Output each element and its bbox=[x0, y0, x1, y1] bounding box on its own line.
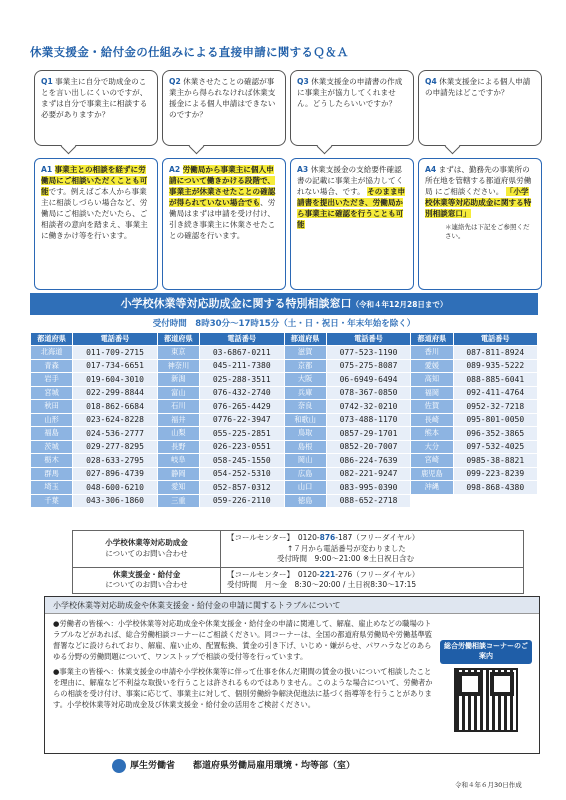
prefecture-name: 愛媛 bbox=[411, 359, 453, 373]
prefecture-name: 徳島 bbox=[284, 494, 326, 508]
prefecture-name: 福岡 bbox=[411, 386, 453, 400]
phone-number[interactable]: 0985-38-8821 bbox=[453, 454, 538, 468]
phone-number[interactable]: 078-367-0850 bbox=[326, 386, 411, 400]
prefecture-name: 高知 bbox=[411, 373, 453, 387]
trouble-employers-paragraph: ●事業主の皆様へ：休業支援金の申請や小学校休業等に伴って仕事を休んだ期間の賃金の扱いについて相談したことを理由に、解雇など不利益な取扱いを行うことは許されるものではありません。このような場合について、労働者からの相談を受け付け、事案に応じて、事業主に対して、個別労働紛争解決促進法に基づく指導等を行うことがあります。小学校休業等対応助成金及び休業支援金・給付金の活用をご検討ください。 bbox=[53, 666, 433, 709]
table-row bbox=[31, 373, 538, 387]
phone-number[interactable]: 018-862-6684 bbox=[73, 400, 158, 414]
phone-number[interactable]: 048-600-6210 bbox=[73, 481, 158, 495]
phone-number[interactable]: 088-885-6041 bbox=[453, 373, 538, 387]
note: ＊連絡先は下記をご参照ください。 bbox=[445, 223, 530, 241]
table-row bbox=[31, 467, 538, 481]
phone-number[interactable]: 087-811-8924 bbox=[453, 346, 538, 360]
phone-number[interactable]: 092-411-4764 bbox=[453, 386, 538, 400]
bureau-name: 都道府県労働局雇用環境・均等部（室） bbox=[193, 761, 356, 771]
phone-number[interactable]: 029-277-8295 bbox=[73, 440, 158, 454]
question-box: Q3 休業支援金の申請書の作成に事業主が協力してくれません。どうしたらいいですか？ bbox=[290, 70, 414, 146]
header-prefecture: 都道府県 bbox=[31, 333, 73, 346]
phone-number[interactable]: 0952-32-7218 bbox=[453, 400, 538, 414]
qr-label: 総合労働相談コーナーのご案内 bbox=[440, 640, 532, 664]
prefecture-name: 岐阜 bbox=[157, 454, 199, 468]
prefecture-name: 秋田 bbox=[31, 400, 73, 414]
prefecture-name: 佐賀 bbox=[411, 400, 453, 414]
prefecture-name: 千葉 bbox=[31, 494, 73, 508]
prefecture-name: 宮崎 bbox=[411, 454, 453, 468]
trouble-workers-paragraph: ●労働者の皆様へ：小学校休業等対応助成金や休業支援金・給付金の申請に関連して、解雇、雇止めなどの職場のトラブルなどがあれば、総合労働相談コーナーにご相談ください。同コーナーは、全国の都道府県労働局や労働基準監督署などに設けられており、解雇、雇い止め、配置転換、賃金の引き下げ、いじめ・嫌がらせ、パワハラなどのあらゆる分野の労働問題について、ワンストップで相談の受付等を行っています。 bbox=[53, 619, 433, 661]
prefecture-name: 長野 bbox=[157, 440, 199, 454]
phone-number[interactable]: 077-523-1190 bbox=[326, 346, 411, 360]
phone-number[interactable]: 096-352-3865 bbox=[453, 427, 538, 441]
phone-number[interactable]: 097-532-4025 bbox=[453, 440, 538, 454]
prefecture-name: 茨城 bbox=[31, 440, 73, 454]
phone-number[interactable]: 099-223-8239 bbox=[453, 467, 538, 481]
page-title: 休業支援金・給付金の仕組みによる直接申請に関するＱ＆Ａ bbox=[30, 45, 349, 59]
contact-row bbox=[73, 531, 524, 568]
phone-number[interactable]: 045-211-7380 bbox=[200, 359, 285, 373]
question-box: Q4 休業支援金による個人申請の申請先はどこですか？ bbox=[418, 70, 542, 146]
prefecture-phone-table bbox=[30, 332, 538, 508]
table-row bbox=[31, 359, 538, 373]
contact-row bbox=[73, 567, 524, 593]
question-box: Q1 事業主に自分で助成金のことを言い出しにくいのですが、まずは自分で事業主に相談する必要がありますか？ bbox=[34, 70, 158, 146]
qa-column-3 bbox=[290, 70, 414, 290]
footer bbox=[112, 758, 355, 773]
prefecture-name: 東京 bbox=[157, 346, 199, 360]
prefecture-name: 神奈川 bbox=[157, 359, 199, 373]
prefecture-name: 和歌山 bbox=[284, 413, 326, 427]
qa-column-2 bbox=[162, 70, 286, 290]
phone-number[interactable]: 017-734-6651 bbox=[73, 359, 158, 373]
prefecture-name: 香川 bbox=[411, 346, 453, 360]
prefecture-name: 岩手 bbox=[31, 373, 73, 387]
answer-box: A3 休業支援金の支給要件確認書の記載に事業主が協力してくれない場合、です。 そのまま申請書を提出いただき、労働局から事業主に確認を行うことも可能 bbox=[290, 158, 414, 290]
phone-number[interactable]: 089-935-5222 bbox=[453, 359, 538, 373]
prefecture-name: 島根 bbox=[284, 440, 326, 454]
phone-number[interactable]: 0852-20-7007 bbox=[326, 440, 411, 454]
table-row bbox=[31, 400, 538, 414]
prefecture-name: 京都 bbox=[284, 359, 326, 373]
table-row bbox=[31, 440, 538, 454]
phone-number[interactable]: 03-6867-0211 bbox=[200, 346, 285, 360]
phone-number[interactable]: 011-709-2715 bbox=[73, 346, 158, 360]
prefecture-name: 広島 bbox=[284, 467, 326, 481]
phone-number[interactable]: 027-896-4739 bbox=[73, 467, 158, 481]
prefecture-name: 大阪 bbox=[284, 373, 326, 387]
prefecture-name: 石川 bbox=[157, 400, 199, 414]
phone-number[interactable]: 0742-32-0210 bbox=[326, 400, 411, 414]
prefecture-name: 北海道 bbox=[31, 346, 73, 360]
header-phone: 電話番号 bbox=[73, 333, 158, 346]
table-row bbox=[31, 346, 538, 360]
table-row bbox=[31, 413, 538, 427]
table-row bbox=[31, 386, 538, 400]
phone-number[interactable]: 086-224-7639 bbox=[326, 454, 411, 468]
answer-box: A4 まずは、勤務先の事業所の所在地を管轄する都道府県労働局 にご相談ください。 「小学校休業等対応助成金に関する特別相談窓口」 ＊連絡先は下記をご参照ください。 bbox=[418, 158, 542, 290]
prefecture-name: 大分 bbox=[411, 440, 453, 454]
header-phone: 電話番号 bbox=[200, 333, 285, 346]
phone-number[interactable]: 054-252-5310 bbox=[200, 467, 285, 481]
phone-number[interactable]: 019-604-3010 bbox=[73, 373, 158, 387]
contact-label: 小学校休業等対応助成金 についてのお問い合わせ bbox=[73, 531, 221, 568]
phone-number[interactable]: 088-652-2718 bbox=[326, 494, 411, 508]
header-prefecture: 都道府県 bbox=[157, 333, 199, 346]
phone-number[interactable]: 023-624-8228 bbox=[73, 413, 158, 427]
prefecture-name: 熊本 bbox=[411, 427, 453, 441]
creation-date: 令和４年６月30日作成 bbox=[455, 781, 522, 789]
prefecture-name: 青森 bbox=[31, 359, 73, 373]
question-box: Q2 休業させたことの確認が事業主から得られなければ休業支援金による個人申請はできないのですか？ bbox=[162, 70, 286, 146]
ministry-name: 厚生労働省 bbox=[130, 761, 176, 771]
contact-table bbox=[72, 530, 524, 594]
phone-number[interactable]: 058-245-1550 bbox=[200, 454, 285, 468]
phone-number[interactable]: 076-265-4429 bbox=[200, 400, 285, 414]
phone-number[interactable]: 076-432-2740 bbox=[200, 386, 285, 400]
phone-number[interactable]: 043-306-1860 bbox=[73, 494, 158, 508]
prefecture-name bbox=[411, 494, 453, 508]
prefecture-name: 山口 bbox=[284, 481, 326, 495]
phone-number[interactable]: 026-223-0551 bbox=[200, 440, 285, 454]
prefecture-name: 沖縄 bbox=[411, 481, 453, 495]
contact-label: 休業支援金・給付金 についてのお問い合わせ bbox=[73, 567, 221, 593]
trouble-heading: 小学校休業等対応助成金や休業支援金・給付金の申請に関するトラブルについて bbox=[45, 597, 539, 614]
phone-number[interactable]: 083-995-0390 bbox=[326, 481, 411, 495]
table-row bbox=[31, 454, 538, 468]
prefecture-name: 愛知 bbox=[157, 481, 199, 495]
header-phone: 電話番号 bbox=[453, 333, 538, 346]
prefecture-name: 福井 bbox=[157, 413, 199, 427]
qa-column-4 bbox=[418, 70, 542, 290]
phone-number[interactable]: 025-288-3511 bbox=[200, 373, 285, 387]
consultation-banner: 小学校休業等対応助成金に関する特別相談窓口（令和４年12月28日まで） bbox=[30, 293, 538, 315]
phone-number[interactable]: 095-801-0050 bbox=[453, 413, 538, 427]
prefecture-name: 滋賀 bbox=[284, 346, 326, 360]
prefecture-name: 群馬 bbox=[31, 467, 73, 481]
prefecture-name: 宮城 bbox=[31, 386, 73, 400]
phone-number[interactable]: 098-868-4380 bbox=[453, 481, 538, 495]
contact-info: 【コールセンター】 0120-876-187（フリーダイヤル） ↑７月から電話番号が変わりました 受付時間 9:00～21:00 ※土日祝日含む bbox=[221, 531, 524, 568]
phone-number[interactable]: 075-275-8087 bbox=[326, 359, 411, 373]
phone-number[interactable]: 024-536-2777 bbox=[73, 427, 158, 441]
phone-number[interactable] bbox=[453, 494, 538, 508]
prefecture-name: 奈良 bbox=[284, 400, 326, 414]
phone-number[interactable]: 082-221-9247 bbox=[326, 467, 411, 481]
table-row bbox=[31, 494, 538, 508]
prefecture-name: 福島 bbox=[31, 427, 73, 441]
header-prefecture: 都道府県 bbox=[284, 333, 326, 346]
table-row bbox=[31, 481, 538, 495]
phone-number[interactable]: 073-488-1170 bbox=[326, 413, 411, 427]
header-prefecture: 都道府県 bbox=[411, 333, 453, 346]
prefecture-name: 三重 bbox=[157, 494, 199, 508]
prefecture-name: 鹿児島 bbox=[411, 467, 453, 481]
prefecture-name: 鳥取 bbox=[284, 427, 326, 441]
prefecture-name: 富山 bbox=[157, 386, 199, 400]
prefecture-name: 静岡 bbox=[157, 467, 199, 481]
prefecture-name: 山形 bbox=[31, 413, 73, 427]
prefecture-name: 岡山 bbox=[284, 454, 326, 468]
qr-code-icon[interactable] bbox=[454, 668, 518, 732]
phone-number[interactable]: 028-633-2795 bbox=[73, 454, 158, 468]
prefecture-name: 兵庫 bbox=[284, 386, 326, 400]
contact-info: 【コールセンター】 0120-221-276（フリーダイヤル） 受付時間 月～金 8:30～20:00 / 土日祝8:30～17:15 bbox=[221, 567, 524, 593]
table-row bbox=[31, 427, 538, 441]
answer-box: A2 労働局から事業主に個人申請について働きかける段階で、事業主が休業させたことの確認が得られていない場合でも、労働局はまずは申請を受け付け、引き続き事業主に休業させたことの確認を行います。 bbox=[162, 158, 286, 290]
phone-number[interactable]: 055-225-2851 bbox=[200, 427, 285, 441]
reception-hours: 受付時間 8時30分～17時15分（土・日・祝日・年末年始を除く） bbox=[152, 319, 416, 329]
prefecture-name: 新潟 bbox=[157, 373, 199, 387]
prefecture-name: 栃木 bbox=[31, 454, 73, 468]
prefecture-name: 埼玉 bbox=[31, 481, 73, 495]
phone-number[interactable]: 0776-22-3947 bbox=[200, 413, 285, 427]
phone-number[interactable]: 022-299-8844 bbox=[73, 386, 158, 400]
qr-section bbox=[440, 640, 532, 744]
answer-box: A1 事業主との相談を経ずに労働局にご相談いただくことも可能です。例えばご本人から事業主に相談しづらい場合など、労働局にご相談いただいたら、ご相談者の意向を踏まえ、事業主に働きかけ等を行います。 bbox=[34, 158, 158, 290]
phone-number[interactable]: 06-6949-6494 bbox=[326, 373, 411, 387]
ministry-logo-icon bbox=[112, 759, 126, 773]
phone-number[interactable]: 0857-29-1701 bbox=[326, 427, 411, 441]
qa-column-1 bbox=[34, 70, 158, 290]
phone-number[interactable]: 059-226-2110 bbox=[200, 494, 285, 508]
prefecture-name: 山梨 bbox=[157, 427, 199, 441]
phone-number[interactable]: 052-857-0312 bbox=[200, 481, 285, 495]
prefecture-name: 長崎 bbox=[411, 413, 453, 427]
header-phone: 電話番号 bbox=[326, 333, 411, 346]
